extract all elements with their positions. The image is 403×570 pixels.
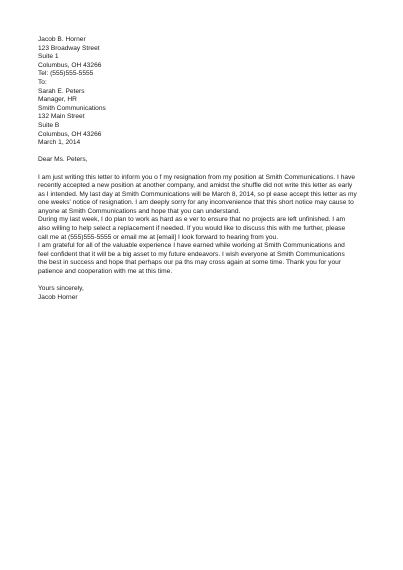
sender-street: 123 Broadway Street (38, 44, 100, 52)
body-line: call me at (555)555-5555 or email me at [email] I look forward to hearing from you. (38, 233, 279, 241)
body-line: also willing to help select a replacement if needed. If you would like to discuss this with me further, please (38, 225, 346, 233)
body-line: I am grateful for all of the valuable experience I have earned while working at Smith Communications and (38, 242, 345, 250)
body-line: recently accepted a new position at another company, and amidst the shuffle did not write this letter as early (38, 182, 353, 190)
letter-content (38, 36, 378, 302)
letter-date: March 1, 2014 (38, 139, 81, 147)
body-line: During my last week, I do plan to work as hard as e ver to ensure that no projects are left unfinished. I am (38, 216, 346, 224)
sender-tel: Tel: (555)555-5555 (38, 70, 94, 78)
recipient-address (38, 88, 378, 140)
recipient-name: Sarah E. Peters (38, 87, 85, 95)
recipient-suite: Suite B (38, 121, 60, 129)
signature-name: Jacob Horner (38, 293, 78, 301)
recipient-company: Smith Communications (38, 104, 106, 112)
body-line: anyone at Smith Communications and hope that you can understand. (38, 207, 241, 215)
body-line: feel confident that it will be a big asset to my future endeavors. I wish everyone at Smith Communications (38, 250, 345, 258)
body-line: as I intended. My last day at Smith Communications will be March 8, 2014, so pl ease accept this letter as my (38, 190, 357, 198)
recipient-street: 132 Main Street (38, 113, 85, 121)
letter-body (38, 174, 378, 277)
spacer (38, 165, 378, 174)
closing: Yours sincerely, (38, 285, 84, 293)
sender-city-state-zip: Columbus, OH 43266 (38, 61, 102, 69)
recipient-title: Manager, HR (38, 96, 77, 104)
recipient-city-state-zip: Columbus, OH 43266 (38, 130, 102, 138)
spacer (38, 148, 378, 157)
salutation: Dear Ms. Peters, (38, 156, 88, 164)
to-label: To: (38, 78, 47, 86)
body-line: the best in success and hope that perhaps our pa ths may cross again at some time. Thank you for your (38, 259, 341, 267)
sender-suite: Suite 1 (38, 53, 59, 61)
sender-name: Jacob B. Horner (38, 36, 86, 43)
spacer (38, 277, 378, 286)
sender-address (38, 36, 378, 79)
body-line: patience and cooperation with me at this time. (38, 268, 173, 276)
body-line: one weeks' notice of resignation. I am deeply sorry for any inconvenience that this short notice may cause to (38, 199, 354, 207)
body-line: I am just writing this letter to inform you o f my resignation from my position at Smith Communications. I have (38, 173, 355, 181)
